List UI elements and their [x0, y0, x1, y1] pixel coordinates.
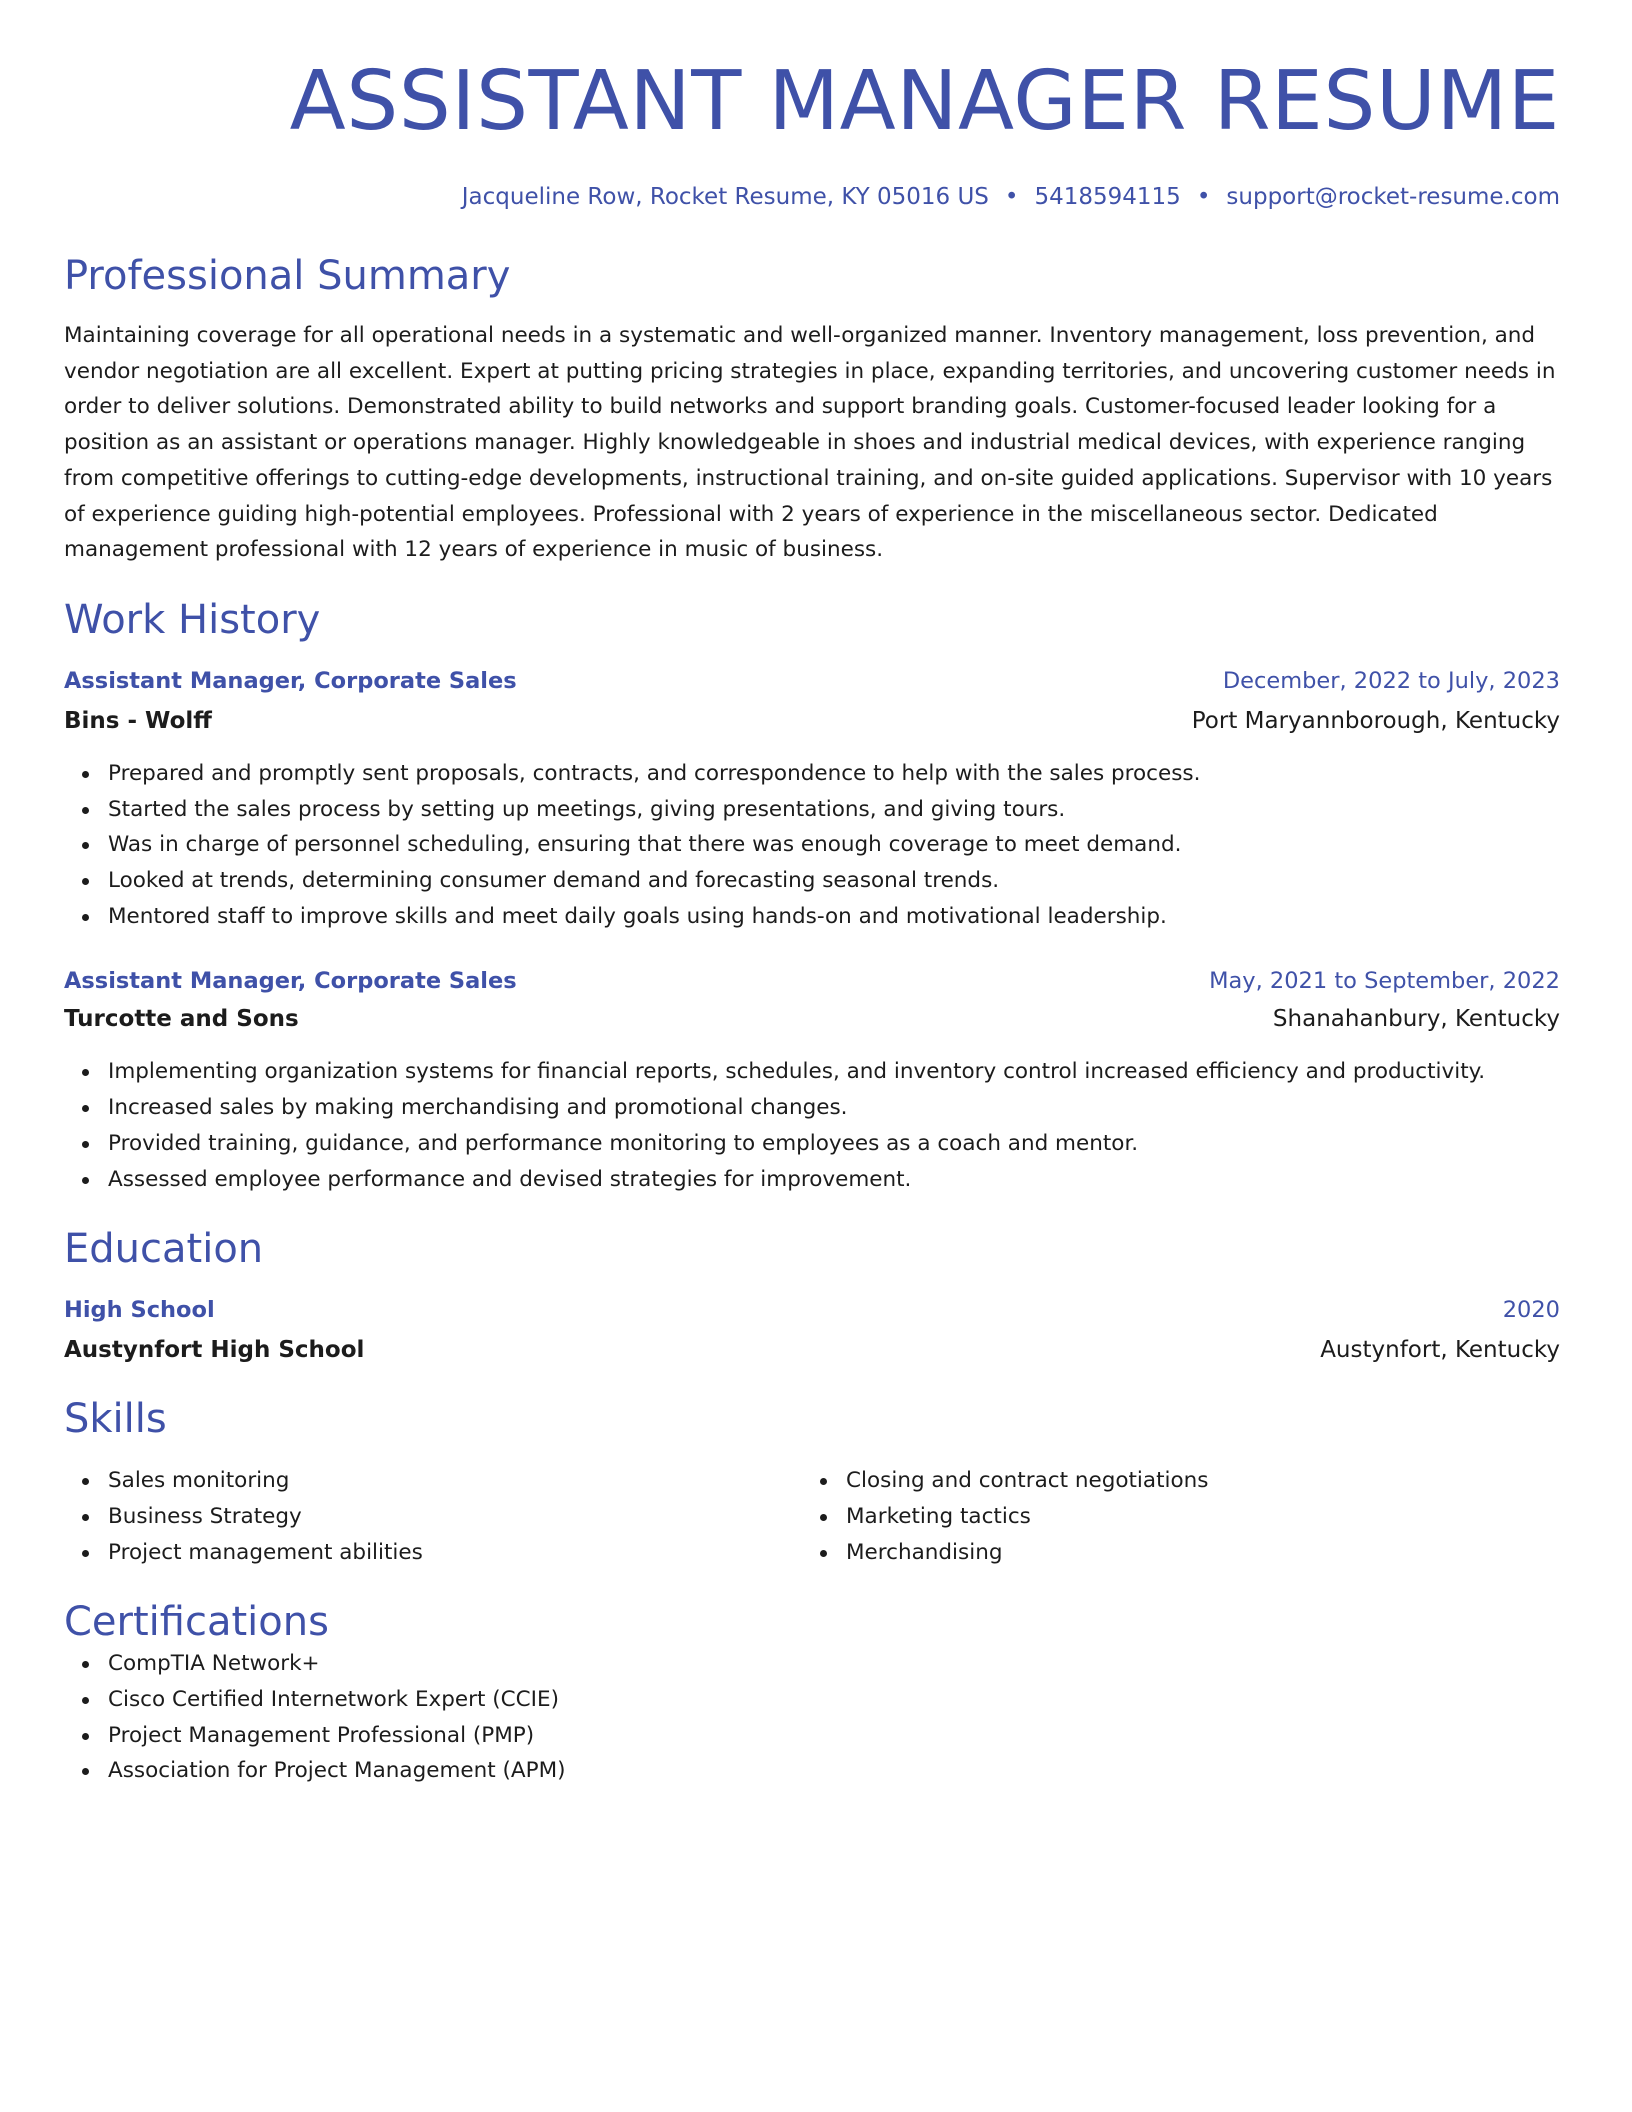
resume-header — [64, 0, 1560, 212]
job-bullet: Looked at trends, determining consumer demand and forecasting seasonal trends. — [108, 863, 1560, 899]
job-bullet: Prepared and promptly sent proposals, contracts, and correspondence to help with the sales process. — [108, 756, 1560, 792]
summary-text: Maintaining coverage for all operational needs in a systematic and well-organized manner. Inventory management, loss prevention, and vendor negotiation are all excellent. Expert at putting pricing strategies in place, expanding territories, and uncovering customer needs in order to deliver solutions. Demonstrated ability to build networks and support branding goals. Customer-focused leader looking for a position as an assistant or operations manager. Highly knowledgeable in shoes and industrial medical devices, with experience ranging from competitive offerings to cutting-edge developments, instructional training, and on-site guided applications. Supervisor with 10 years of experience guiding high-potential employees. Professional with 2 years of experience in the miscellaneous sector. Dedicated management professional with 12 years of experience in music of business. — [64, 323, 1556, 563]
job-bullet: Assessed employee performance and devised strategies for improvement. — [108, 1162, 1560, 1198]
summary-section — [64, 252, 1560, 568]
job-bullets — [64, 1054, 1560, 1197]
job-bullet: Increased sales by making merchandising and promotional changes. — [108, 1090, 1560, 1126]
contact-address: Jacqueline Row, Rocket Resume, KY 05016 US — [461, 184, 989, 210]
skill-item: Business Strategy — [108, 1499, 802, 1535]
job-location: Shanahanbury, Kentucky — [1272, 1006, 1560, 1033]
job-bullet: Implementing organization systems for financial reports, schedules, and inventory control increased efficiency and productivity. — [108, 1054, 1560, 1090]
skill-item: Sales monitoring — [108, 1463, 802, 1499]
job-title-row — [64, 666, 1560, 696]
certifications-section — [64, 1598, 1560, 1789]
job-entry — [64, 666, 1560, 935]
education-section — [64, 1225, 1560, 1365]
work-history-heading: Work History — [64, 596, 321, 643]
education-degree-row — [64, 1295, 1560, 1325]
skills-columns — [64, 1463, 1560, 1570]
education-entry — [64, 1295, 1560, 1365]
certification-item: Association for Project Management (APM) — [108, 1753, 1560, 1789]
resume-page — [64, 0, 1560, 1789]
job-location: Port Maryannborough, Kentucky — [1191, 707, 1560, 734]
certifications-heading: Certifications — [64, 1599, 329, 1646]
job-title: Assistant Manager, Corporate Sales — [64, 968, 517, 995]
education-location: Austynfort, Kentucky — [1320, 1337, 1560, 1364]
education-degree: High School — [64, 1297, 215, 1324]
skills-list — [64, 1463, 802, 1570]
skill-item: Project management abilities — [108, 1535, 802, 1571]
skills-column-left — [64, 1463, 802, 1570]
education-school-row — [64, 1335, 1560, 1365]
job-company: Bins - Wolff — [64, 707, 212, 734]
skills-list — [802, 1463, 1540, 1570]
job-company: Turcotte and Sons — [64, 1006, 299, 1033]
skill-item: Merchandising — [846, 1535, 1540, 1571]
education-year: 2020 — [1502, 1297, 1560, 1324]
contact-phone: 5418594115 — [1034, 184, 1181, 210]
skill-item: Closing and contract negotiations — [846, 1463, 1540, 1499]
contact-separator: • — [1196, 184, 1211, 210]
education-school: Austynfort High School — [64, 1337, 365, 1364]
summary-heading: Professional Summary — [64, 253, 511, 299]
job-bullet: Mentored staff to improve skills and meet daily goals using hands-on and motivational leadership. — [108, 899, 1560, 935]
job-title-row — [64, 966, 1560, 996]
resume-title: ASSISTANT MANAGER RESUME — [289, 54, 1560, 149]
job-title: Assistant Manager, Corporate Sales — [64, 667, 517, 694]
skills-column-right — [802, 1463, 1540, 1570]
contact-separator: • — [1004, 184, 1019, 210]
job-bullets — [64, 756, 1560, 935]
certifications-list — [64, 1646, 1560, 1789]
contact-email[interactable]: support@rocket-resume.com — [1226, 184, 1560, 210]
job-dates: May, 2021 to September, 2022 — [1209, 968, 1560, 995]
job-bullet: Started the sales process by setting up meetings, giving presentations, and giving tours. — [108, 792, 1560, 828]
certification-item: Cisco Certified Internetwork Expert (CCIE) — [108, 1682, 1560, 1718]
certification-item: Project Management Professional (PMP) — [108, 1718, 1560, 1754]
job-company-row — [64, 706, 1560, 736]
job-company-row — [64, 1004, 1560, 1034]
job-dates: December, 2022 to July, 2023 — [1222, 667, 1560, 694]
work-history-section — [64, 596, 1560, 1197]
skills-section — [64, 1395, 1560, 1570]
certification-item: CompTIA Network+ — [108, 1646, 1560, 1682]
contact-line — [64, 182, 1560, 212]
job-bullet: Was in charge of personnel scheduling, ensuring that there was enough coverage to meet demand. — [108, 827, 1560, 863]
skills-heading: Skills — [64, 1396, 167, 1443]
skill-item: Marketing tactics — [846, 1499, 1540, 1535]
job-entry — [64, 966, 1560, 1197]
job-bullet: Provided training, guidance, and performance monitoring to employees as a coach and mentor. — [108, 1126, 1560, 1162]
education-heading: Education — [64, 1226, 264, 1273]
